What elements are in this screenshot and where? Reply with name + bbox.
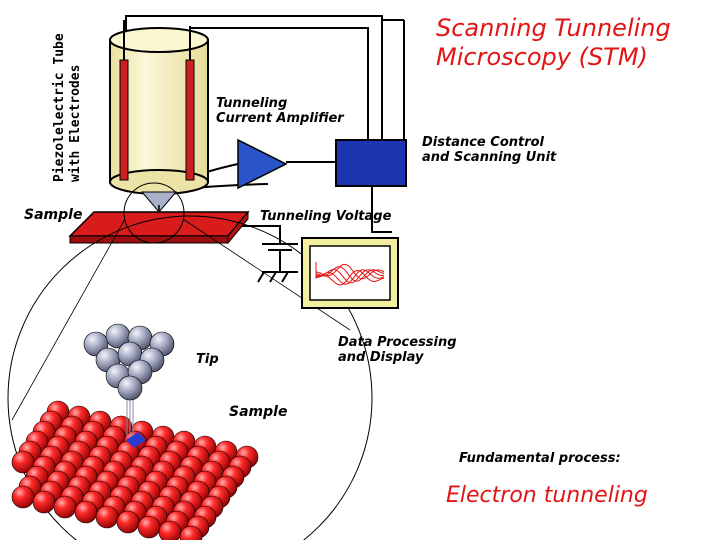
tube-label-line-2: with Electrodes [67, 64, 83, 182]
electron-tunneling-label: Electron tunneling [446, 483, 648, 508]
amplifier-label-line-2: Current Amplifier [216, 110, 344, 126]
sample-atom [75, 501, 97, 523]
amplifier-triangle-icon [238, 140, 286, 188]
fundamental-process-label: Fundamental process: [459, 451, 621, 466]
sample-atom [33, 491, 55, 513]
tip-atom [118, 376, 142, 400]
electrode-left [120, 60, 128, 180]
electrode-right [186, 60, 194, 180]
amplifier-label-line-1: Tunneling [216, 96, 288, 111]
tunneling-voltage-label: Tunneling Voltage [260, 209, 392, 224]
sample-atom [117, 511, 139, 533]
data-label-line-2: and Display [338, 349, 424, 365]
sample-label-bottom: Sample [229, 404, 288, 420]
display-monitor [302, 238, 398, 308]
amplifier-label [216, 97, 344, 127]
distance-control-box [336, 140, 406, 186]
sample-slab [70, 212, 248, 243]
tip-atoms [84, 324, 174, 400]
sample-atom [96, 506, 118, 528]
piezo-tube-label [52, 33, 83, 182]
data-label-line-1: Data Processing [338, 335, 457, 350]
page-title [436, 14, 671, 72]
title-line-2: Microscopy (STM) [436, 42, 648, 71]
sample-atom [12, 486, 34, 508]
distance-control-label [422, 136, 556, 166]
title-line-1: Scanning Tunneling [436, 14, 671, 42]
tube-label-line-1: Piezolelectric Tube [52, 33, 67, 182]
sample-atom [54, 496, 76, 518]
tip-label: Tip [196, 352, 219, 367]
sample-atom [159, 521, 181, 540]
distance-label-line-2: and Scanning Unit [422, 149, 557, 165]
distance-label-line-1: Distance Control [422, 135, 545, 150]
piezo-tube [110, 20, 208, 194]
ground-symbol-icon [258, 244, 298, 282]
data-processing-label [338, 336, 457, 366]
sample-atoms [12, 401, 258, 540]
sample-label-top: Sample [24, 207, 83, 223]
sample-atom [138, 516, 160, 538]
